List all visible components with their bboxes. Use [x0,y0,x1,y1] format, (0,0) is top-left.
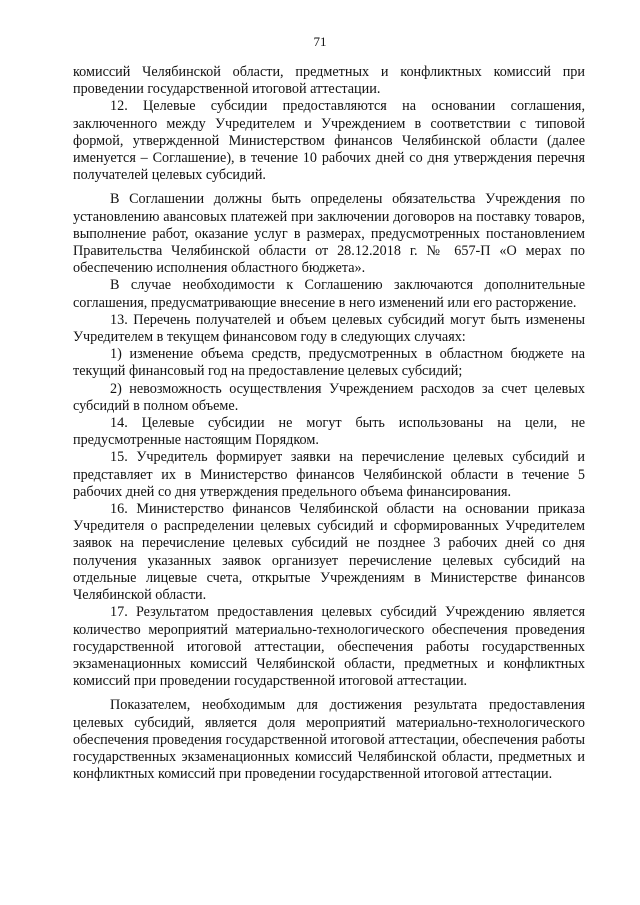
paragraph-continuation: комиссий Челябинской области, предметных и конфликтных комиссий при проведении государственной итоговой аттестации. [73,64,585,98]
paragraph-item-16: 16. Министерство финансов Челябинской области на основании приказа Учредителя о распределении целевых субсидий и сформированных Учредителем заявок на перечисление целевых субсидий не позднее 3 рабочих дней со дня получения указанных заявок организует перечисление целевых субсидий на отдельные лицевые счета, открытые Учреждениям в Министерстве финансов Челябинской области. [73,501,585,604]
paragraph-agreement-obligations: В Соглашении должны быть определены обязательства Учреждения по установлению авансовых платежей при заключении договоров на поставку товаров, выполнение работ, оказание услуг в размерах, предусмотренных постановлением Правительства Челябинской области от 28.12.2018 г. № 657-П «О мерах по обеспечению исполнения областного бюджета». [73,191,585,277]
paragraph-item-14: 14. Целевые субсидии не могут быть использованы на цели, не предусмотренные настоящим Порядком. [73,415,585,449]
paragraph-item-17: 17. Результатом предоставления целевых субсидий Учреждению является количество мероприятий материально-технологического обеспечения проведения государственной итоговой аттестации, обеспечения работы государственных экзаменационных комиссий Челябинской области, предметных и конфликтных комиссий при проведении государственной итоговой аттестации. [73,604,585,690]
paragraph-additional-agreements: В случае необходимости к Соглашению заключаются дополнительные соглашения, предусматривающие внесение в него изменений или его расторжение. [73,277,585,311]
paragraph-item-13: 13. Перечень получателей и объем целевых субсидий могут быть изменены Учредителем в текущем финансовом году в следующих случаях: [73,311,585,346]
paragraph-subitem-2: 2) невозможность осуществления Учреждением расходов за счет целевых субсидий в полном объеме. [73,380,585,414]
paragraph-item-12: 12. Целевые субсидии предоставляются на основании соглашения, заключенного между Учредителем и Учреждением в соответствии с типовой формой, утвержденной Министерством финансов Челябинской области (далее именуется – Соглашение), в течение 10 рабочих дней со дня утверждения перечня получателей целевых субсидий. [73,98,585,184]
paragraph-indicator: Показателем, необходимым для достижения результата предоставления целевых субсидий, является доля мероприятий материально-технологического обеспечения проведения государственной итоговой аттестации, обеспечения работы государственных экзаменационных комиссий Челябинской области, предметных и конфликтных комиссий при проведении государственной итоговой аттестации. [73,697,585,783]
paragraph-subitem-1: 1) изменение объема средств, предусмотренных в областном бюджете на текущий финансовый год на предоставление целевых субсидий; [73,346,585,380]
paragraph-item-15: 15. Учредитель формирует заявки на перечисление целевых субсидий и представляет их в Министерство финансов Челябинской области в течение 5 рабочих дней со дня утверждения предельного объема финансирования. [73,449,585,500]
document-body [73,64,585,783]
page-number: 71 [313,34,327,49]
